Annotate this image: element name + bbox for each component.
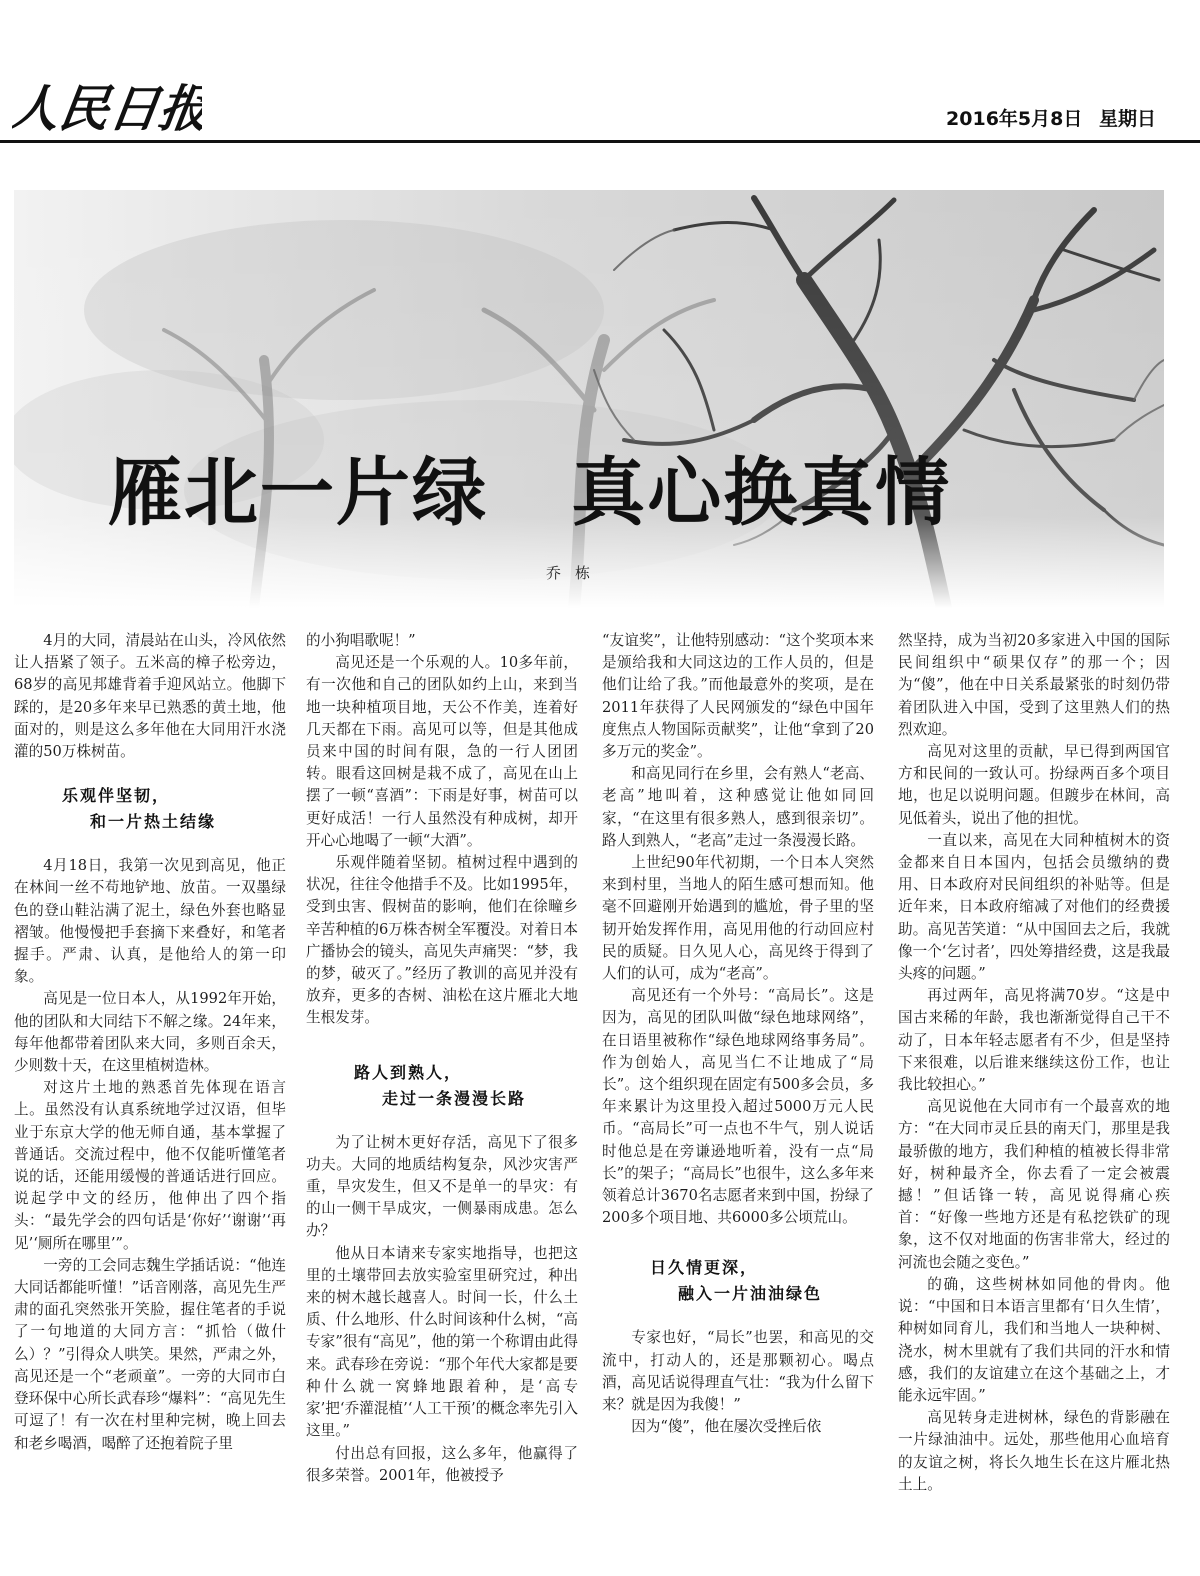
article-headline [108,448,1108,538]
paragraph: 对这片土地的熟悉首先体现在语言上。虽然没有认真系统地学过汉语，但毕业于东京大学的他无师自通，基本掌握了普通话。交流过程中，他不仅能听懂笔者说的话，还能用缓慢的普通话进行回应。说起学中文的经历，他伸出了四个指头：“最先学会的四句话是‘你好’‘谢谢’‘再见’‘厕所在哪里’”。 [14,1079,286,1252]
text-column-3 [602,630,874,1439]
subhead-line: 路人到熟人， [354,1062,463,1082]
text-column-2 [306,630,578,1487]
paragraph: 为了让树木更好存活，高见下了很多功夫。大同的地质结构复杂，风沙灾害严重，旱灾发生，但又不是单一的旱灾：有的山一侧干旱成灾，一侧暴雨成患。怎么办？ [306,1133,578,1240]
paragraph: 高见说他在大同市有一个最喜欢的地方：“在大同市灵丘县的南天门，那里是我最骄傲的地方，我们种植的植被长得非常好，树种最齐全，你去看了一定会被震撼！”但话锋一转，高见说得痛心疾首：“好像一些地方还是有私挖铁矿的现象，这不仅对地面的伤害非常大，经过的河流也会随之变色。” [898,1098,1170,1271]
byline: 乔栋 [546,564,605,582]
paragraph: 4月18日，我第一次见到高见，他正在林间一丝不苟地铲地、放苗。一双墨绿色的登山鞋沾满了泥土，绿色外套也略显褶皱。他慢慢把手套摘下来叠好，和笔者握手。严肃、认真，是他给人的第一印象。 [14,857,286,986]
paragraph: 高见还是一个乐观的人。10多年前，有一次他和自己的团队如约上山，来到当地一块种植项目地，天公不作美，连着好几天都在下雨。高见可以等，但是其他成员来中国的时间有限，急的一行人团团转。眼看这回树是栽不成了，高见在山上摆了一顿“喜酒”：下雨是好事，树苗可以更好成活！一行人虽然没有种成树，却开开心心地喝了一顿“大酒”。 [306,654,578,849]
issue-weekday: 星期日 [1098,108,1156,130]
paragraph: 一直以来，高见在大同种植树木的资金都来自日本国内，包括会员缴纳的费用、日本政府对民间组织的补贴等。但是近年来，日本政府缩减了对他们的经费援助。高见苦笑道：“从中国回去之后，我就像一个‘乞讨者’，四处筹措经费，这是我最头疼的问题。” [898,831,1170,983]
paragraph: 高见是一位日本人，从1992年开始，他的团队和大同结下不解之缘。24年来，每年他都带着团队来大同，多则百余天，少则数十天，在这里植树造林。 [14,990,286,1075]
newspaper-logo [12,60,202,144]
hero-illustration [14,190,1164,608]
subhead-line: 走过一条漫漫长路 [382,1088,527,1108]
paragraph: 4月的大同，清晨站在山头，冷风依然让人捂紧了领子。五米高的樟子松旁边，68岁的高见邦雄背着手迎风站立。他脚下踩的，是20多年来早已熟悉的黄土地，他面对的，则是这么多年他在大同用汗水浇灌的50万株树苗。 [14,632,286,761]
paragraph: “友谊奖”，让他特别感动：“这个奖项本来是颁给我和大同这边的工作人员的，但是他们让给了我。”而他最意外的奖项，是在2011年获得了人民网颁发的“绿色中国年度焦点人物国际贡献奖”，让他“拿到了20多万元的奖金”。 [602,632,874,761]
masthead [0,0,1200,150]
paragraph: 专家也好，“局长”也罢，和高见的交流中，打动人的，还是那颗初心。喝点酒，高见话说得理直气壮：“我为什么留下来？就是因为我傻！” [602,1329,874,1414]
section-subhead-2 [306,1060,578,1112]
bare-trees-illustration [14,190,1164,608]
text-column-1 [14,630,286,1455]
issue-date: 2016年5月8日 [946,108,1083,130]
paragraph: 高见还有一个外号：“高局长”。这是因为，高见的团队叫做“绿色地球网络”，在日语里被称作“绿色地球网络事务局”。作为创始人，高见当仁不让地成了“局长”。这个组织现在固定有500多会员，多年来累计为这里投入超过5000万元人民币。“高局长”可一点也不牛气，别人说话时他总是在旁谦逊地听着，没有一点“局长”的架子；“高局长”也很牛，这么多年来领着总计3670名志愿者来到中国，扮绿了200多个项目地、共6000多公顷荒山。 [602,987,874,1227]
headline-part-1: 雁北一片绿 [108,450,488,536]
paragraph: 上世纪90年代初期，一个日本人突然来到村里，当地人的陌生感可想而知。他毫不回避刚开始遇到的尴尬，骨子里的坚韧开始发挥作用，高见用他的行动回应村民的质疑。日久见人心，高见终于得到了人们的认可，成为“老高”。 [602,854,874,983]
paragraph: 一旁的工会同志魏生学插话说：“他连大同话都能听懂！”话音刚落，高见先生严肃的面孔突然张开笑脸，握住笔者的手说了一句地道的大同方言：“抓恰（做什么）？”引得众人哄笑。果然，严肃之外，高见还是一个“老顽童”。一旁的大同市白登环保中心所长武春珍“爆料”：“高见先生可逗了！有一次在村里种完树，晚上回去和老乡喝酒，喝醉了还抱着院子里 [14,1256,286,1452]
section-subhead-3 [602,1255,874,1307]
paragraph: 再过两年，高见将满70岁。“这是中国古来稀的年龄，我也渐渐觉得自己干不动了，日本年轻志愿者有不少，但是坚持下来很难，以后谁来继续这份工作，也让我比较担心。” [898,987,1170,1094]
text-column-4 [898,630,1170,1496]
subhead-line: 乐观伴坚韧， [62,786,171,806]
masthead-rule [0,140,1200,143]
logo-calligraphy [12,60,202,144]
logo-text: 人民日报 [12,79,202,138]
paragraph: 因为“傻”，他在屡次受挫后依 [631,1418,822,1436]
paragraph: 乐观伴随着坚韧。植树过程中遇到的状况，往往令他措手不及。比如1995年，受到虫害、假树苗的影响，他们在徐疃乡辛苦种植的6万株杏树全军覆没。对着日本广播协会的镜头，高见失声痛哭：“梦，我的梦，破灭了。”经历了教训的高见并没有放弃，更多的杏树、油松在这片雁北大地生根发芽。 [306,854,578,1027]
subhead-line: 融入一片油油绿色 [678,1284,823,1304]
paragraph: 高见转身走进树林，绿色的背影融在一片绿油油中。远处，那些他用心血培育的友谊之树，将长久地生长在这片雁北热土上。 [898,1409,1170,1493]
paragraph: 高见对这里的贡献，早已得到两国官方和民间的一致认可。扮绿两百多个项目地，也足以说明问题。但踱步在林间，高见低着头，说出了他的担忧。 [898,743,1170,827]
paragraph: 和高见同行在乡里，会有熟人“老高、老高”地叫着，这种感觉让他如同回家，“在这里有很多熟人，感到很亲切”。路人到熟人，“老高”走过一条漫漫长路。 [602,765,874,849]
headline-part-2: 真心换真情 [571,450,952,536]
paragraph: 然坚持，成为当初20多家进入中国的国际民间组织中“硕果仅存”的那一个；因为“傻”，他在中日关系最紧张的时刻仍带着团队进入中国，受到了这里熟人们的热烈欢迎。 [898,632,1170,738]
subhead-line: 和一片热土结缘 [90,812,217,832]
section-subhead-1 [14,783,286,835]
dateline [946,104,1156,131]
paragraph: 的小狗唱歌呢！” [306,632,416,649]
paragraph: 的确，这些树林如同他的骨肉。他说：“中国和日本语言里都有‘日久生情’，种树如同育儿，我们和当地人一块种树、浇水，树木里就有了我们共同的汗水和情感，我们的友谊建立在这个基础之上，才能永远牢固。” [898,1275,1170,1404]
paragraph: 他从日本请来专家实地指导，也把这里的土壤带回去放实验室里研究过，种出来的树木越长越喜人。时间一长，什么土质、什么地形、什么时间该种什么树，“高专家”很有“高见”，他的第一个称谓由此得来。武春珍在旁说：“那个年代大家都是要种什么就一窝蜂地跟着种，是‘高专家’把‘乔灌混植’‘人工干预’的概念率先引入这里。” [306,1244,578,1440]
paragraph: 付出总有回报，这么多年，他赢得了很多荣誉。2001年，他被授予 [306,1444,578,1484]
subhead-line: 日久情更深， [650,1258,759,1278]
